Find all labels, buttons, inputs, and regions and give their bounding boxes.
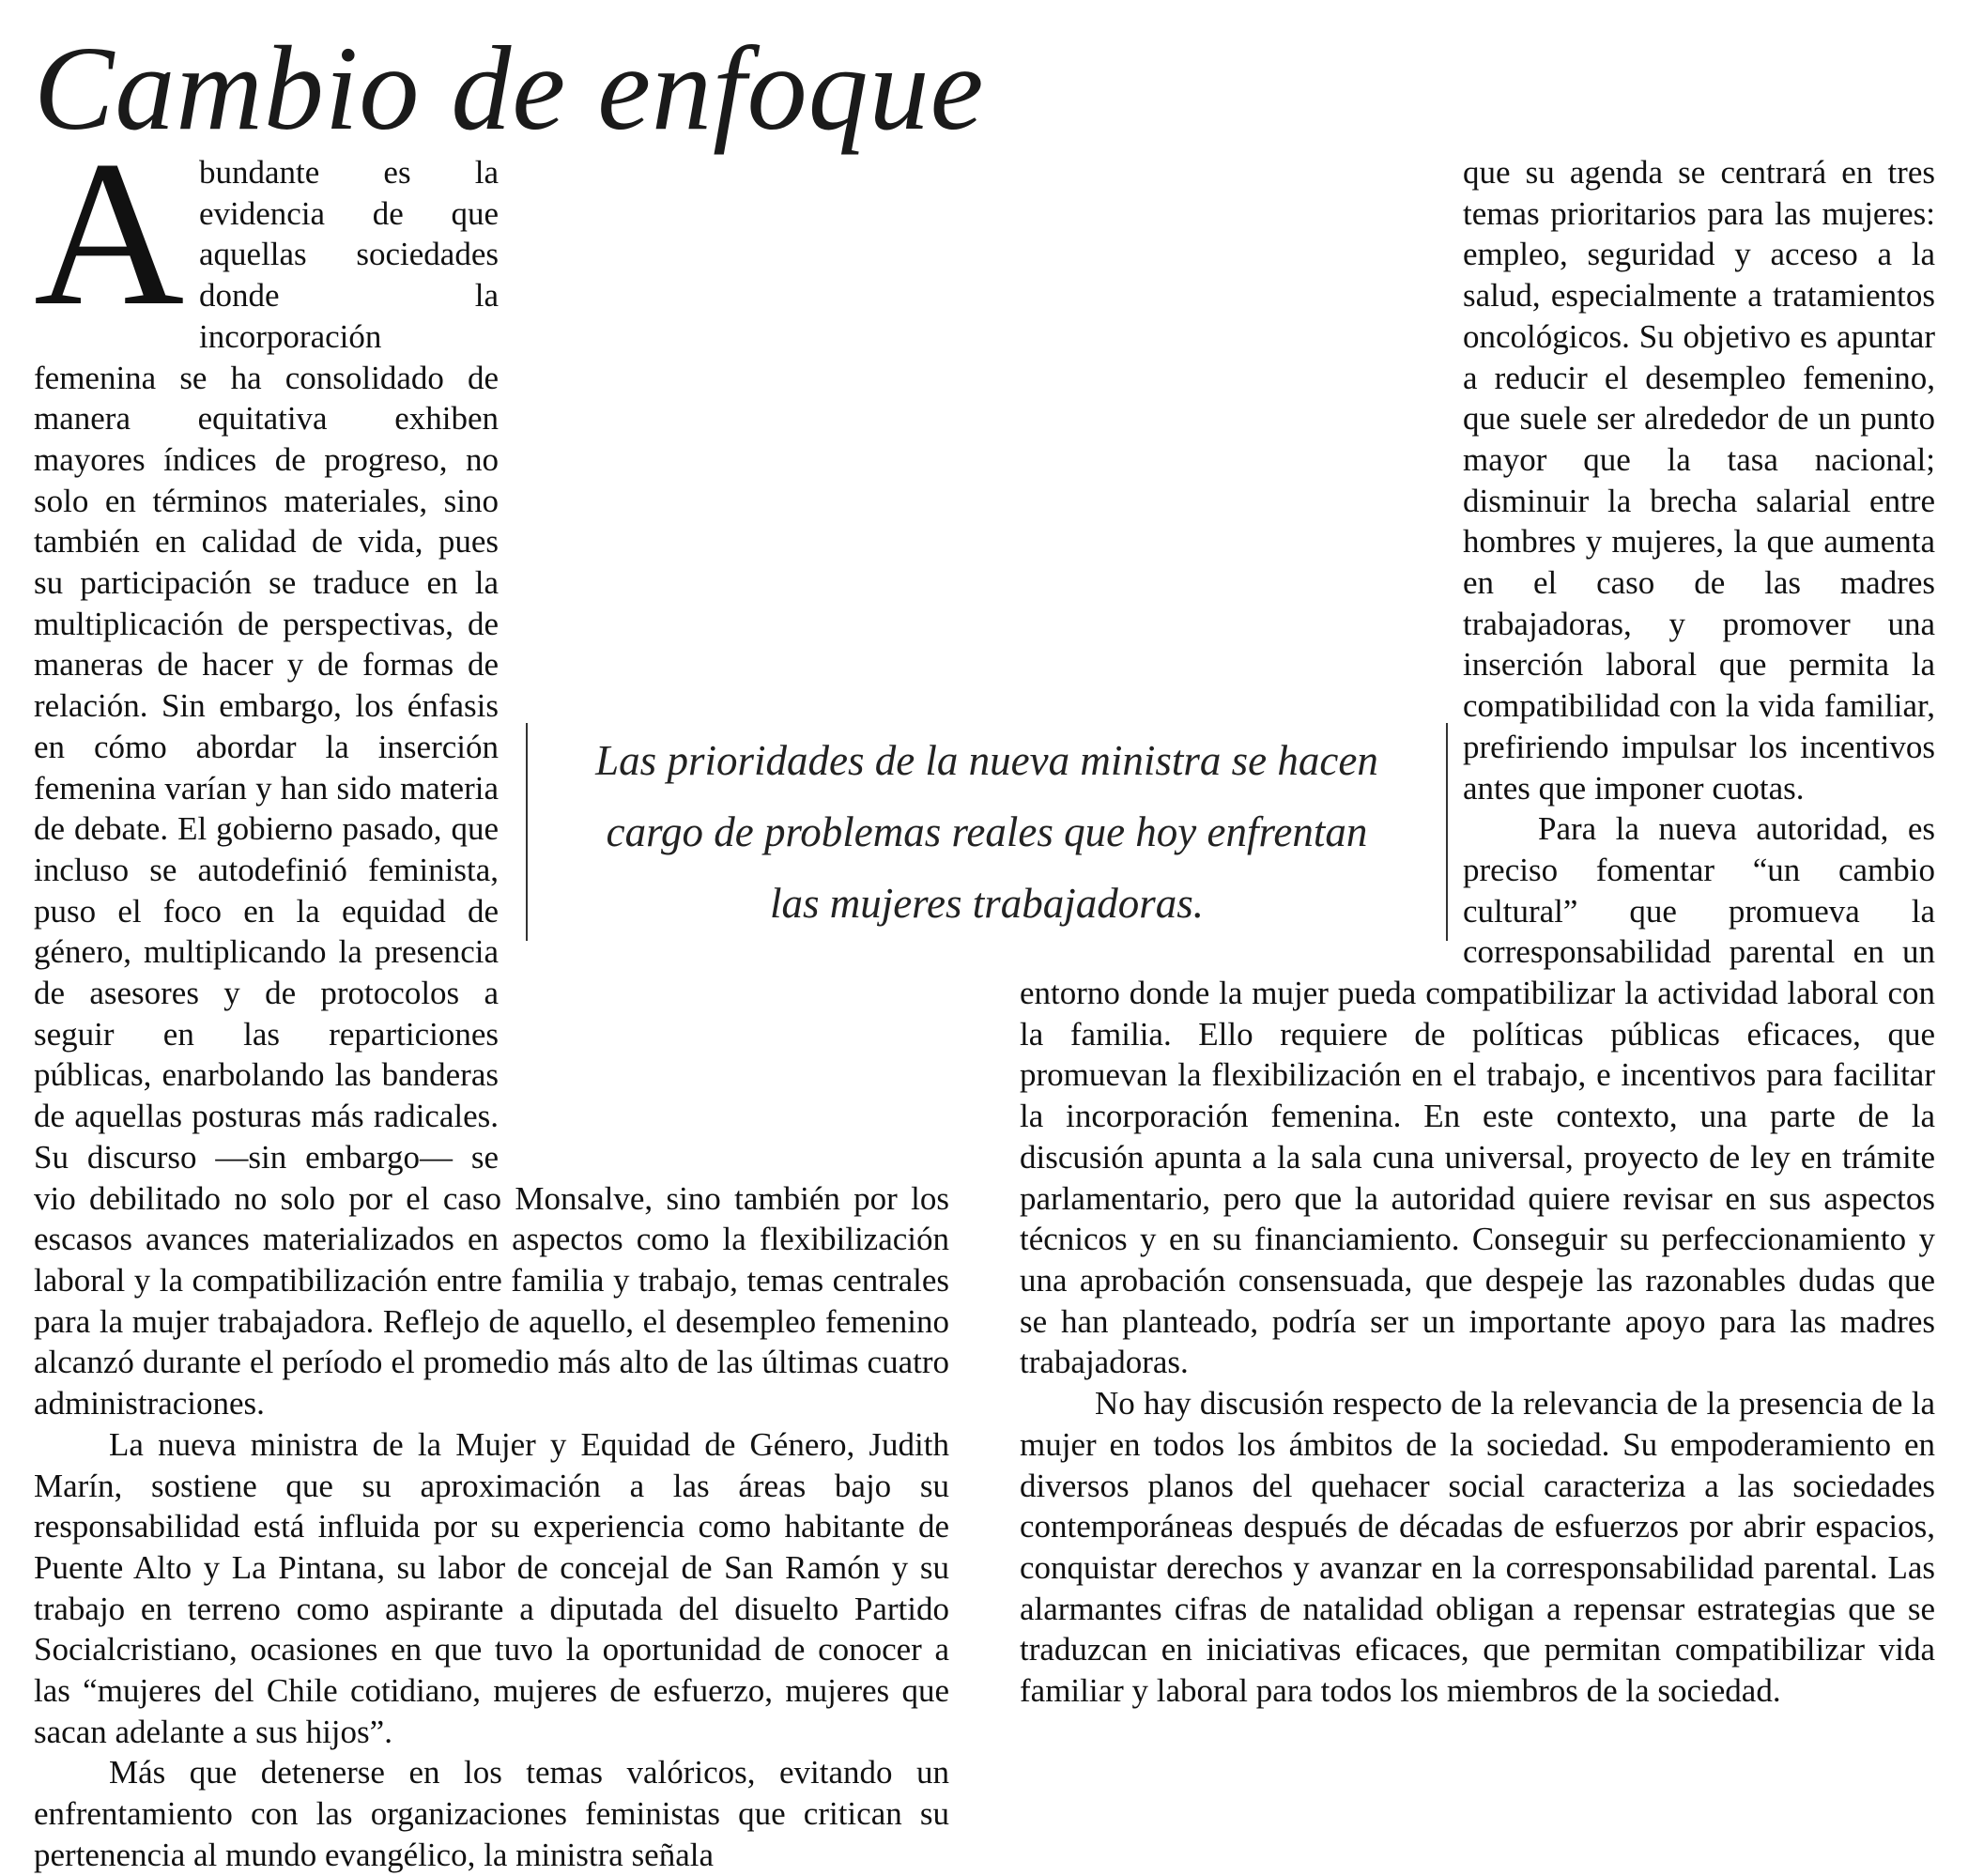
paragraph-2: La nueva ministra de la Mujer y Equidad de Género, Judith Marín, sostiene que su aproximación a las áreas bajo su responsabilidad está influida por su experiencia como habitante de Puente Alto y La Pintana, su labor de concejal de San Ramón y su trabajo en terreno como aspirante a diputada del disuelto Partido Socialcristiano, ocasiones en que tuvo la oportunidad de conocer a las “mujeres del Chile cotidiano, mujeres de esfuerzo, mujeres que sacan adelante a sus hijos”. bbox=[34, 1425, 949, 1750]
article-title: Cambio de enfoque bbox=[34, 22, 985, 155]
paragraph-4: que su agenda se centrará en tres temas prioritarios para las mujeres: empleo, seguridad y acceso a la salud, especialmente a tratamientos oncológicos. Su objetivo es apuntar a reducir el desempleo femenino, que suele ser alrededor de un punto mayor que la tasa nacional; disminuir la brecha salarial entre hombres y mujeres, la que aumenta en el caso de las madres trabajadoras, y promover una inserción laboral que permita la compatibilidad con la vida familiar, prefiriendo impulsar los incentivos antes que imponer cuotas. bbox=[1463, 154, 1935, 807]
paragraph-3: Más que detenerse en los temas valóricos, evitando un enfrentamiento con las organizaciones feministas que critican su pertenencia al mundo evangélico, la ministra señala bbox=[34, 1754, 949, 1873]
drop-cap: A bbox=[34, 118, 185, 349]
paragraph-1-text: bundante es la evidencia de que aquellas sociedades donde la incorporación femenina se ha consolidado de manera equitativa exhiben mayores índices de progreso, no solo en términos materiales, sino también en calidad de vida, pues su participación se traduce en la multiplicación de perspectivas, de maneras de hacer y de formas de relación. Sin embargo, los énfasis en cómo abordar la inserción femenina varían y han sido materia de debate. El gobierno pasado, que incluso se autodefinió feminista, puso el foco en la equidad de género, multiplicando la presencia de asesores y de protocolos a seguir en las reparticiones públicas, enarbolando las banderas de aquellas posturas más radicales. Su discurso —sin embargo— se vio debilitado no solo por el caso Monsalve, sino también por los escasos avances materializados en aspectos como la flexibilización laboral y la compatibilización entre familia y trabajo, temas centrales para la mujer trabajadora. Reflejo de aquello, el desempleo femenino alcanzó durante el período el promedio más alto de las últimas cuatro administraciones. bbox=[34, 154, 949, 1422]
paragraph-6: No hay discusión respecto de la relevancia de la presencia de la mujer en todos los ámbitos de la sociedad. Su empoderamiento en diversos planos del quehacer social caracteriza a las sociedades contemporáneas después de décadas de esfuerzos por abrir espacios, conquistar derechos y avanzar en la corresponsabilidad parental. Las alarmantes cifras de natalidad obligan a repensar estrategias que se traduzcan en iniciativas eficaces, que permitan compatibilizar vida familiar y laboral para todos los miembros de la sociedad. bbox=[1020, 1385, 1935, 1710]
pull-quote-text: Las prioridades de la nueva ministra se hacen cargo de problemas reales que hoy enfrentan las mujeres trabajadoras. bbox=[595, 737, 1378, 927]
paragraph-5: Para la nueva autoridad, es preciso fomentar “un cambio cultural” que promueva la corresponsabilidad parental en un entorno donde la mujer pueda compatibilizar la actividad laboral con la familia. Ello requiere de políticas públicas eficaces, que promuevan la flexibilización en el trabajo, e incentivos para facilitar la incorporación femenina. En este contexto, una parte de la discusión apunta a la sala cuna universal, proyecto de ley en trámite parlamentario, pero que la autoridad quiere revisar en sus aspectos técnicos y en su financiamiento. Conseguir su perfeccionamiento y una aprobación consensuada, que despeje las razonables dudas que se han planteado, podría ser un importante apoyo para las madres trabajadoras. bbox=[1020, 810, 1935, 1381]
left-column bbox=[34, 118, 949, 1876]
pull-quote bbox=[526, 723, 1448, 941]
